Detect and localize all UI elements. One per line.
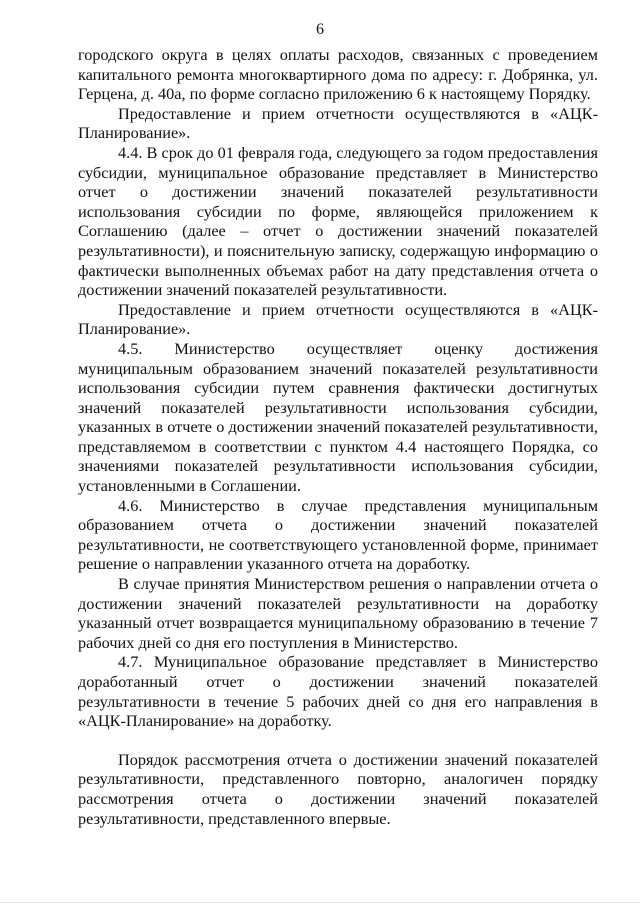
document-body: [78, 45, 598, 828]
paragraph-spacer: [78, 731, 598, 750]
paragraph-4-4: 4.4. В срок до 01 февраля года, следующего за годом предоставления субсидии, муниципальное образование представляет в Министерство отчет о достижении значений показателей результативности использования субсидии по форме, являющейся приложением к Соглашению (далее – отчет о достижении значений показателей результативности), и пояснительную записку, содержащую информацию о фактически выполненных объемах работ на дату представления отчета о достижении значений показателей результативности.: [78, 142, 598, 300]
page-number: 6: [316, 21, 324, 38]
paragraph-continuation: городского округа в целях оплаты расходов, связанных с проведением капитального ремонта многоквартирного дома по адресу: г. Добрянка, ул. Герцена, д. 40а, по форме согласно приложению 6 к настоящему Порядку.: [78, 45, 598, 104]
paragraph-reporting-system-1: Предоставление и прием отчетности осуществляются в «АЦК-Планирование».: [78, 103, 598, 143]
paragraph-4-5: 4.5. Министерство осуществляет оценку достижения муниципальным образованием значений показателей результативности использования субсидии путем сравнения фактически достигнутых значений показателей результативности использования субсидии, указанных в отчете о достижении значений показателей результативности, представляемом в соответствии с пунктом 4.4 настоящего Порядка, со значениями показателей результативности использования субсидии, установленными в Соглашении.: [78, 338, 598, 496]
paragraph-return-for-revision: В случае принятия Министерством решения о направлении отчета о достижении значений показателей результативности на доработку указанный отчет возвращается муниципальному образованию в течение 7 рабочих дней со дня его поступления в Министерство.: [78, 574, 598, 652]
paragraph-4-7: 4.7. Муниципальное образование представляет в Министерство доработанный отчет о достижении значений показателей результативности в течение 5 рабочих дней со дня его направления в «АЦК-Планирование» на доработку.: [78, 652, 598, 731]
paragraph-repeat-review: Порядок рассмотрения отчета о достижении значений показателей результативности, представленного повторно, аналогичен порядку рассмотрения отчета о достижении значений показателей результативности, представленного впервые.: [78, 749, 598, 828]
paragraph-4-6: 4.6. Министерство в случае представления муниципальным образованием отчета о достижении значений показателей результативности, не соответствующего установленной форме, принимает решение о направлении указанного отчета на доработку.: [78, 495, 598, 574]
paragraph-reporting-system-2: Предоставление и прием отчетности осуществляются в «АЦК-Планирование».: [78, 299, 598, 339]
scan-edge-line: [0, 902, 640, 903]
